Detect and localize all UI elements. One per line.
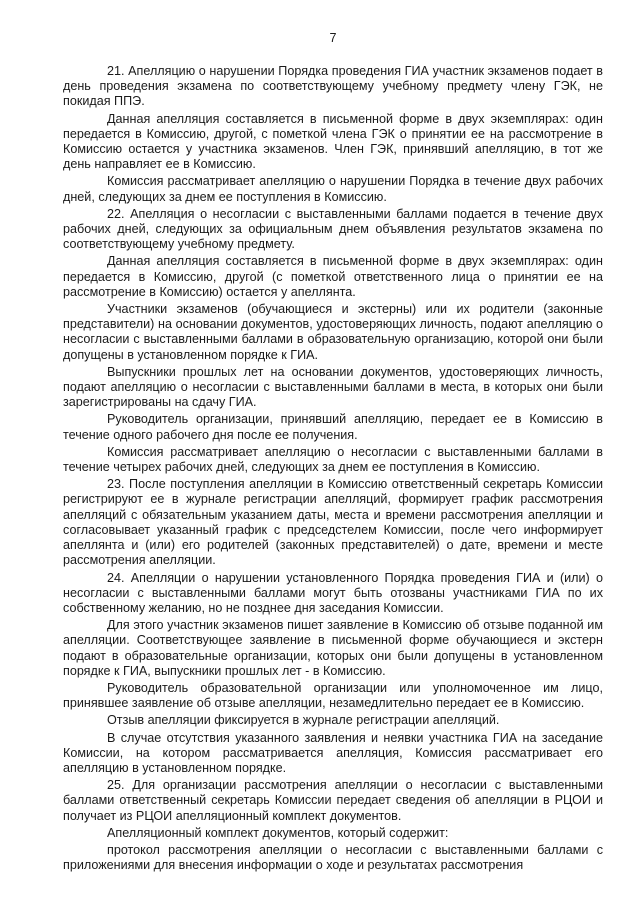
- paragraph-25: 25. Для организации рассмотрения апелляции о несогласии с выставленными баллами ответственный секретарь Комиссии передает сведения об апелляции в РЦОИ и получает из РЦОИ апелляционный комплект документов.: [63, 778, 603, 823]
- paragraph-23: 23. После поступления апелляции в Комиссию ответственный секретарь Комиссии регистрируют ее в журнале регистрации апелляций, формирует график рассмотрения апелляций с обязательным указанием даты, места и времени рассмотрения апелляции и согласовывает указанный график с председстелем Комиссии, после чего информирует апеллянта и (или) его родителей (законных представителей) о дате, времени и месте рассмотрения апелляции.: [63, 477, 603, 568]
- paragraph: Руководитель организации, принявший апелляцию, передает ее в Комиссию в течение одного рабочего дня после ее получения.: [63, 412, 603, 442]
- paragraph: Комиссия рассматривает апелляцию о нарушении Порядка в течение двух рабочих дней, следующих за днем ее поступления в Комиссию.: [63, 174, 603, 204]
- paragraph: Отзыв апелляции фиксируется в журнале регистрации апелляций.: [107, 713, 500, 728]
- paragraph-22: 22. Апелляция о несогласии с выставленными баллами подается в течение двух рабочих дней, следующих за официальным днем объявления результатов экзамена по соответствующему учебному предмету.: [63, 206, 603, 252]
- paragraph: Участники экзаменов (обучающиеся и экстерны) или их родители (законные представители) на основании документов, удостоверяющих личность, подают апелляцию о несогласии с выставленными баллами в образовательную организацию, которой они были допущены в установленном порядке к ГИА.: [63, 302, 603, 362]
- paragraph-21: 21. Апелляцию о нарушении Порядка проведения ГИА участник экзаменов подает в день проведения экзамена по соответствующему учебному предмету члену ГЭК, не покидая ППЭ.: [63, 64, 603, 109]
- paragraph-24: 24. Апелляции о нарушении установленного Порядка проведения ГИА и (или) о несогласии с выставленными баллами могут быть отозваны участниками ГИА по их собственному желанию, но не позднее дня заседания Комиссии.: [63, 570, 603, 615]
- paragraph: Комиссия рассматривает апелляцию о несогласии с выставленными баллами в течение четырех рабочих дней, следующих за днем ее поступления в Комиссию.: [63, 444, 603, 475]
- paragraph: Данная апелляция составляется в письменной форме в двух экземплярах: один передается в Комиссию, другой (с пометкой ответственного лица о принятии ее на рассмотрение в Комиссию) остается у апеллянта.: [63, 254, 603, 299]
- paragraph: Выпускники прошлых лет на основании документов, удостоверяющих личность, подают апелляцию о несогласии с выставленными баллами в места, в которых они были зарегистрированы на сдачу ГИА.: [63, 364, 603, 410]
- document-body: [63, 64, 603, 873]
- paragraph: Апелляционный комплект документов, который содержит:: [107, 825, 449, 840]
- paragraph: Данная апелляция составляется в письменной форме в двух экземплярах: один передается в Комиссию, другой, с пометкой члена ГЭК о принятии ее на рассмотрение в Комиссию остается у участника экзаменов. Член ГЭК, принявший апелляцию, в тот же день направляет ее в Комиссию.: [63, 111, 603, 172]
- paragraph: Для этого участник экзаменов пишет заявление в Комиссию об отзыве поданной им апелляции. Соответствующее заявление в письменной форме обучающиеся и экстерн подают в образовательные организации, которых они были допущены в установленном порядке к ГИА, выпускники прошлых лет - в Комиссию.: [63, 618, 603, 678]
- paragraph: В случае отсутствия указанного заявления и неявки участника ГИА на заседание Комиссии, на котором рассматривается апелляция, Комиссия рассматривает его апелляцию в установленном порядке.: [63, 730, 603, 775]
- page-number: 7: [329, 31, 337, 45]
- paragraph: Руководитель образовательной организации или уполномоченное им лицо, принявшее заявление об отзыве апелляции, незамедлительно передает ее в Комиссию.: [63, 680, 603, 711]
- paragraph: протокол рассмотрения апелляции о несогласии с выставленными баллами с приложениями для внесения информации о ходе и результатах рассмотрения: [63, 842, 603, 873]
